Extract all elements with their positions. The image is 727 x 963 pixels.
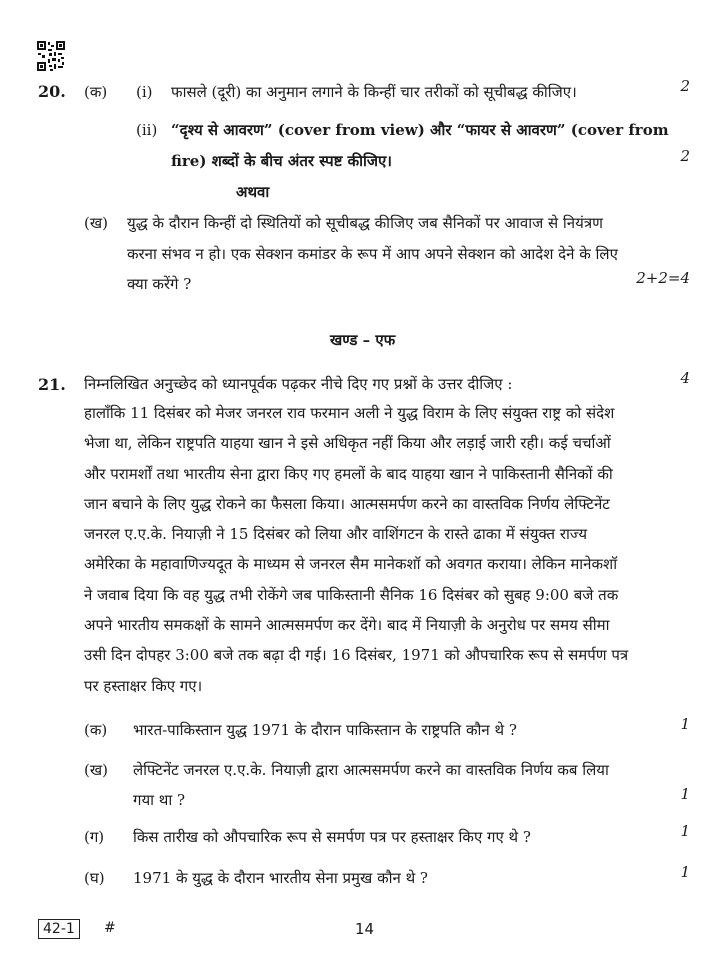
- q20-b-line2: करना संभव न हो। एक सेक्शन कमांडर के रूप में आप अपने सेक्शन को आदेश देने के लिए: [127, 245, 618, 263]
- q21-sub-b-label: (ख): [84, 761, 108, 779]
- q21-sub-d-marks: 1: [680, 863, 690, 881]
- footer-hash: #: [104, 920, 116, 936]
- q21-sub-a-text: भारत-पाकिस्तान युद्ध 1971 के दौरान पाकिस्तान के राष्ट्रपति कौन थे ?: [133, 721, 517, 739]
- q21-sub-d-label: (घ): [84, 869, 105, 887]
- q21-sub-c-text: किस तारीख को औपचारिक रूप से समर्पण पत्र पर हस्ताक्षर किए गए थे ?: [133, 828, 531, 846]
- q20-i-marks: 2: [680, 77, 690, 95]
- q21-passage: [84, 398, 694, 701]
- passage-line: अपने भारतीय समकक्षों के सामने आत्मसमर्पण कर देंगे। बाद में नियाज़ी के अनुरोध पर समय सीमा: [84, 616, 610, 635]
- q21-sub-a-marks: 1: [680, 715, 690, 733]
- q20-part-b-label: (ख): [84, 214, 108, 232]
- passage-line: भेजा था, लेकिन राष्ट्रपति याहया खान ने इसे अधिकृत नहीं किया और लड़ाई जारी रही। कई चर्चाओं: [84, 434, 611, 453]
- or-separator: अथवा: [236, 183, 270, 201]
- page-number: 14: [355, 920, 375, 938]
- passage-line: जनरल ए.ए.के. नियाज़ी ने 15 दिसंबर को लिया और वाशिंगटन के रास्ते ढाका में संयुक्त राज्य: [84, 525, 588, 544]
- q21-sub-b-text2: गया था ?: [133, 791, 186, 809]
- q20-b-line3: क्या करेंगे ?: [127, 275, 192, 293]
- q20-ii-line1: “दृश्य से आवरण” (cover from view) और “फायर से आवरण” (cover from: [171, 121, 669, 139]
- q20-b-marks: 2+2=4: [636, 269, 690, 287]
- q20-i-label: (i): [136, 83, 153, 101]
- q20-i-text: फासले (दूरी) का अनुमान लगाने के किन्हीं चार तरीकों को सूचीबद्ध कीजिए।: [171, 83, 577, 101]
- q21-sub-c-label: (ग): [84, 828, 105, 846]
- q20-part-a-label: (क): [84, 83, 108, 101]
- passage-line: और परामर्शों तथा भारतीय सेना द्वारा किए गए हमलों के बाद याहया खान ने पाकिस्तानी सैनिकों की: [84, 464, 613, 483]
- q21-sub-b-marks: 1: [680, 785, 690, 803]
- q21-sub-d-text: 1971 के युद्ध के दौरान भारतीय सेना प्रमुख कौन थे ?: [133, 869, 428, 887]
- q20-ii-label: (ii): [136, 121, 158, 139]
- q21-intro-marks: 4: [680, 369, 690, 387]
- passage-line: अमेरिका के महावाणिज्यदूत के माध्यम से जनरल सैम मानेकशॉ को अवगत कराया। लेकिन मानेकशॉ: [84, 555, 618, 574]
- question-number-21: 21.: [38, 375, 66, 394]
- q21-sub-b-text: लेफ्टिनेंट जनरल ए.ए.के. नियाज़ी द्वारा आत्मसमर्पण करने का वास्तविक निर्णय कब लिया: [133, 761, 609, 779]
- qr-code: [36, 40, 66, 72]
- passage-line: जान बचाने के लिए युद्ध रोकने का फैसला किया। आत्मसमर्पण करने का वास्तविक निर्णय लेफ्टिनेंट: [84, 494, 610, 513]
- passage-line: ने जवाब दिया कि वह युद्ध तभी रोकेंगे जब पाकिस्तानी सैनिक 16 दिसंबर को सुबह 9:00 बजे तक: [84, 585, 619, 604]
- passage-line: पर हस्ताक्षर किए गए।: [84, 676, 203, 695]
- question-number-20: 20.: [38, 82, 66, 101]
- q21-sub-c-marks: 1: [680, 822, 690, 840]
- q21-intro: निम्नलिखित अनुच्छेद को ध्यानपूर्वक पढ़कर नीचे दिए गए प्रश्नों के उत्तर दीजिए :: [84, 375, 513, 393]
- q20-b-line1: युद्ध के दौरान किन्हीं दो स्थितियों को सूचीबद्ध कीजिए जब सैनिकों पर आवाज से नियंत्रण: [127, 214, 603, 232]
- q20-ii-marks: 2: [680, 147, 690, 165]
- passage-line: हालाँकि 11 दिसंबर को मेजर जनरल राव फरमान अली ने युद्ध विराम के लिए संयुक्त राष्ट्र को संदेश: [84, 404, 615, 422]
- q21-sub-a-label: (क): [84, 721, 108, 739]
- section-heading: खण्ड – एफ: [330, 331, 396, 349]
- paper-code-box: 42-1: [38, 919, 80, 939]
- passage-line: उसी दिन दोपहर 3:00 बजे तक बढ़ा दी गई। 16 दिसंबर, 1971 को औपचारिक रूप से समर्पण पत्र: [84, 646, 629, 665]
- q20-ii-line2: fire) शब्दों के बीच अंतर स्पष्ट कीजिए।: [171, 152, 392, 170]
